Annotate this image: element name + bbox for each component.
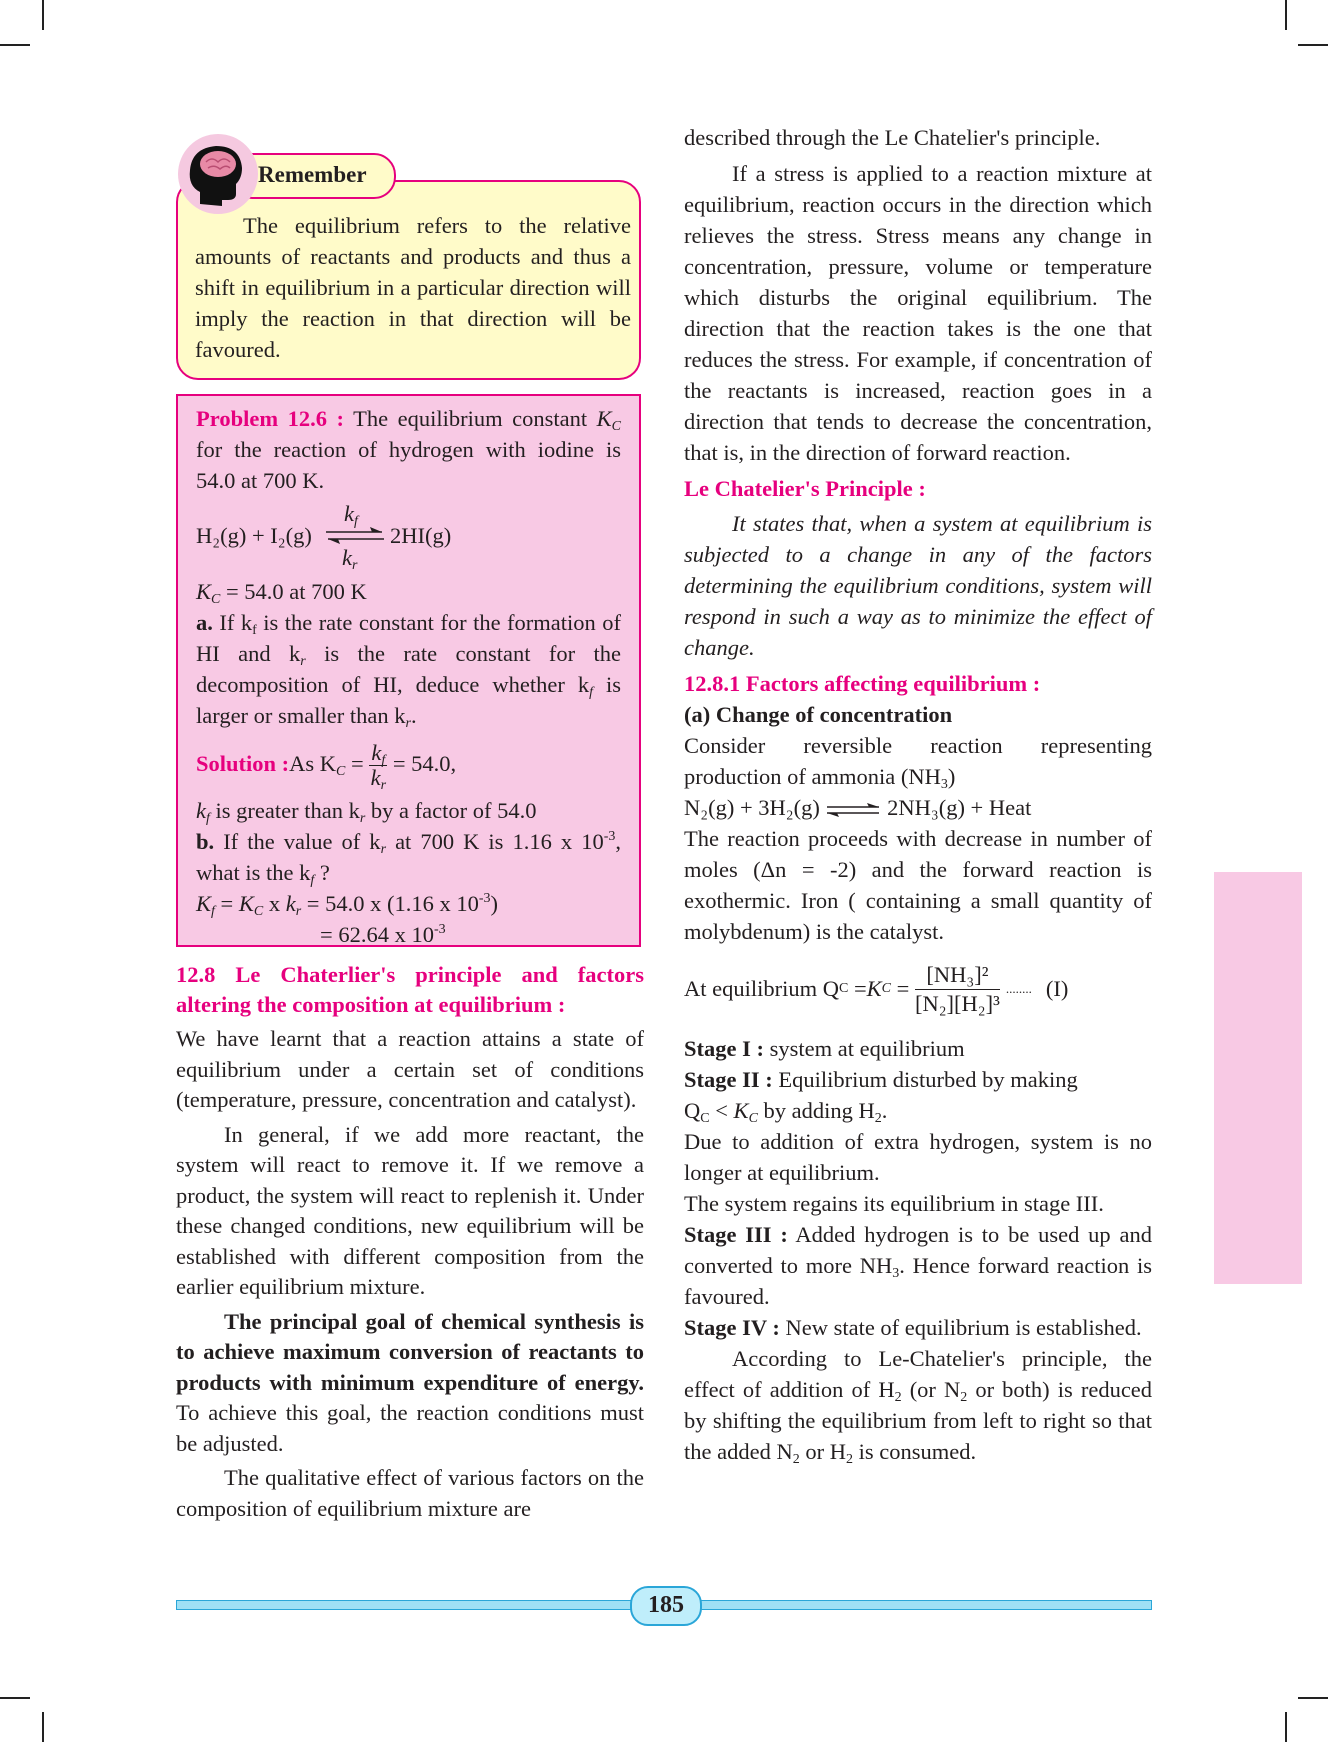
footer-line-right (696, 1600, 1152, 1610)
change-heading: (a) Change of concentration (684, 702, 953, 727)
crop-mark (42, 0, 44, 30)
problem-label: Problem 12.6 : (196, 406, 344, 431)
factors-heading: 12.8.1 Factors affecting equilibrium : (684, 671, 1041, 696)
solution-line: Solution :As $K_C$ = $\frac{k_f}{k_r}$ = 54.0, (196, 740, 457, 794)
remember-text (195, 210, 631, 365)
principle-text: It states that, when a system at equilibrium is subjected to a change in any of the factors determining the equilibrium conditions, system will respond in such a way as to minimize the effect of change. (684, 511, 1152, 660)
part-a: a. If $k_f$ is the rate constant for the formation of HI and $k_r$ is the rate constant for the decomposition of HI, deduce whether $k_f$ is larger or smaller than $k_r$. (196, 610, 622, 731)
problem-intro-2: for the reaction of hydrogen with iodine is 54.0 at 700 K. (196, 437, 621, 493)
right-para-0: described through the Le Chatelier's principle. (684, 125, 1101, 150)
crop-mark (1298, 44, 1328, 46)
stage-1: Stage I : system at equilibrium (684, 1036, 965, 1061)
remember-paragraph: The equilibrium refers to the relative amounts of reactants and products and thus a shift in equilibrium in a particular direction will imply the reaction in that direction will be favoured. (195, 213, 631, 362)
remember-title: Remember (230, 153, 396, 199)
section-para-4: The qualitative effect of various factors on the composition of equilibrium mixture are (176, 1465, 644, 1521)
part-b: b. If the value of $k_r$ at 700 K is 1.16 x $10^{-3}$, what is the $k_f$ ? (196, 829, 621, 888)
stage-4: Stage IV : New state of equilibrium is established. (684, 1315, 1142, 1340)
footer-line-left (176, 1600, 632, 1610)
problem-content (196, 403, 621, 950)
calc-line-2: = 62.64 x $10^{-3}$ (320, 922, 446, 947)
stage-2: Stage II : Equilibrium disturbed by making (684, 1067, 1078, 1092)
kc-value: $K_C = 54.0$ at 700 K (196, 579, 367, 607)
section-para-1: We have learnt that a reaction attains a state of equilibrium under a certain set of conditions (temperature, pressure, concentration and catalyst). (176, 1026, 644, 1112)
kf-label: $k_f$ (344, 501, 358, 529)
stage-3: Stage III : Added hydrogen is to be used up and converted to more $NH_3$. Hence forward reaction is favoured. (684, 1222, 1152, 1309)
section-12-8-heading: 12.8 Le Chaterlier's principle and factors altering the composition at equilibrium : (176, 962, 644, 1017)
crop-mark (42, 1712, 44, 1742)
crop-mark (0, 44, 30, 46)
brain-head-icon (178, 134, 258, 214)
crop-mark (0, 1697, 30, 1699)
reaction-right: 2HI(g) (390, 523, 452, 548)
regains-text: The system regains its equilibrium in stage III. (684, 1191, 1104, 1216)
according-text: According to Le-Chatelier's principle, the effect of addition of $H_2$ (or $N_2$ or both) is reduced by shifting the equilibrium from left to right so that the added $N_2$ or $H_2$ is consumed. (684, 1346, 1153, 1467)
greater-than: $k_f$ is greater than $k_r$ by a factor of 54.0 (196, 798, 537, 826)
principle-heading: Le Chatelier's Principle : (684, 476, 926, 501)
ammonia-reaction: N₂(g) + 3H₂(g) 2NH₃(g) + Heat (684, 795, 1032, 820)
equilibrium-expression: At equilibrium Q C = K C = $\frac{\text{[NH₃]²}}{\text{[N₂][H₂]³}}$ ........ (I) (684, 961, 1069, 1016)
side-tab (1214, 872, 1302, 1284)
section-para-2: In general, if we add more reactant, the system will react to remove it. If we remove a product, the system will react to replenish it. Under these changed conditions, new equilibrium will be established with different composition from the earlier equilibrium mixture. (176, 1121, 644, 1299)
equilibrium-arrow-icon (825, 802, 881, 818)
stage-2-condition: $Q_C < K_C$ by adding $H_2$. (684, 1098, 888, 1126)
proceeds-text: The reaction proceeds with decrease in number of moles (Δn = -2) and the forward reaction is exothermic. Iron ( containing a small quantity of molybdenum) is the catalyst. (684, 826, 1152, 944)
left-column (176, 960, 644, 1524)
problem-intro: Problem 12.6 : The equilibrium constant $K_C$ for the reaction of hydrogen with iodine is 54.0 at 700 K. (196, 406, 622, 493)
right-column (684, 122, 1152, 1467)
reaction-left: H₂(g) + I₂(g) (196, 523, 312, 548)
problem-intro-1: The equilibrium constant (353, 406, 588, 431)
calc-line-1: $K_f = K_C$ x $k_r = 54.0$ x (1.16 x $10^{-3}$) (196, 891, 499, 919)
crop-mark (1285, 0, 1287, 30)
page-number: 185 (630, 1586, 702, 1626)
crop-mark (1298, 1697, 1328, 1699)
kr-label: $k_r$ (342, 545, 358, 573)
right-para-1: If a stress is applied to a reaction mixture at equilibrium, reaction occurs in the direction which relieves the stress. Stress means any change in concentration, pressure, volume or temperature which disturbs the original equilibrium. The direction that the reaction takes is the one that reduces the stress. For example, if concentration of the reactants is increased, reaction goes in a direction that tends to decrease the concentration, that is, in the direction of forward reaction. (684, 161, 1152, 465)
problem-reaction (196, 496, 621, 572)
due-text: Due to addition of extra hydrogen, system is no longer at equilibrium. (684, 1129, 1152, 1185)
crop-mark (1285, 1712, 1287, 1742)
consider-text: Consider reversible reaction representing production of ammonia $(NH_3)$ (684, 733, 1152, 792)
section-para-3: The principal goal of chemical synthesis is to achieve maximum conversion of reactants to products with minimum expenditure of energy. To achieve this goal, the reaction conditions must be adjusted. (176, 1308, 644, 1456)
